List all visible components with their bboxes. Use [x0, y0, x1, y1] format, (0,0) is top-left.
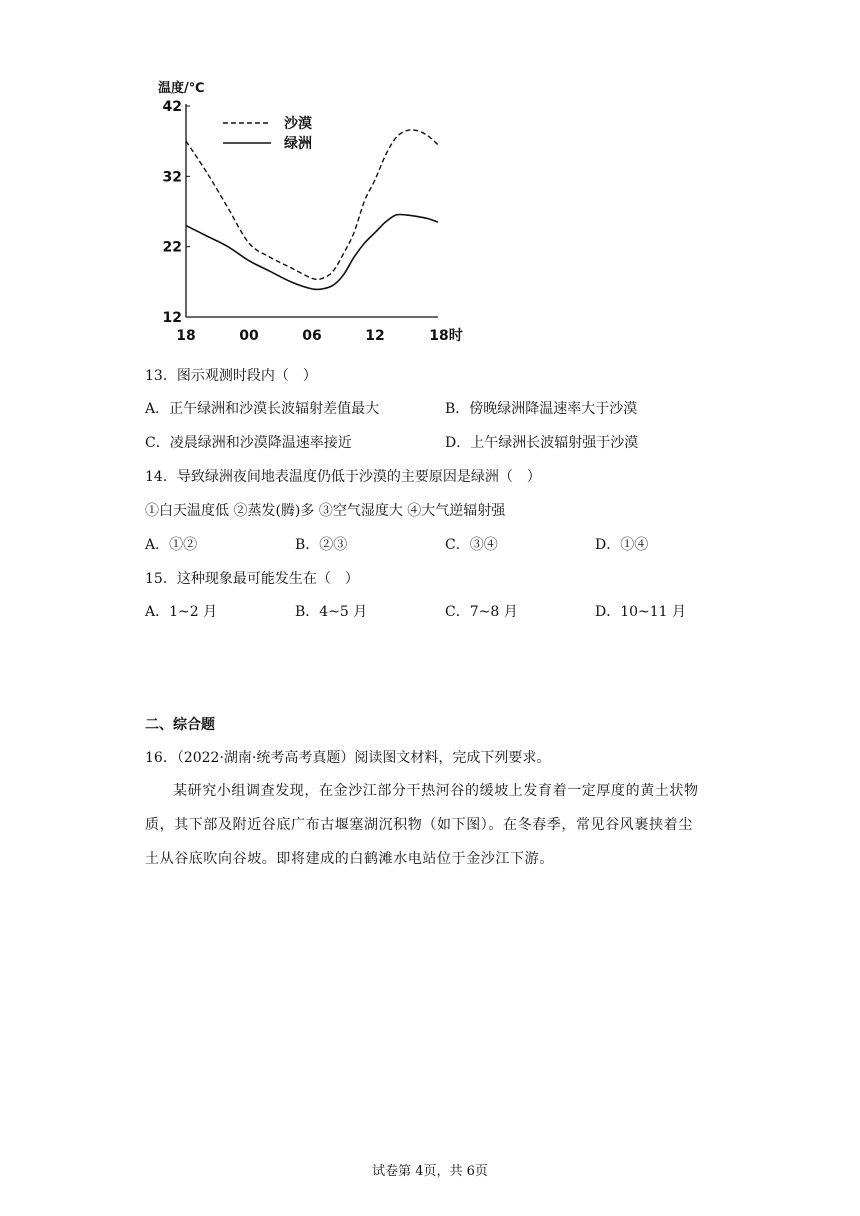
q13-option-c[interactable]: C．凌晨绿洲和沙漠降温速率接近: [145, 435, 352, 451]
temperature-line-chart: [150, 72, 480, 357]
x-tick-label: 00: [239, 328, 259, 344]
q13-option-b[interactable]: B．傍晚绿洲降温速率大于沙漠: [445, 401, 638, 417]
material-line-3: 土从谷底吹向谷坡。即将建成的白鹤滩水电站位于金沙江下游。: [145, 851, 554, 867]
x-tick-labels: [176, 328, 462, 344]
q15-option-d[interactable]: D．10~11 月: [595, 604, 687, 620]
temperature-chart: [150, 72, 480, 357]
x-tick-label: 18: [176, 328, 196, 344]
x-tick-label: 18时: [429, 328, 463, 344]
y-axis-label: 温度/℃: [158, 81, 205, 96]
q15-stem: 15．这种现象最可能发生在（ ）: [145, 571, 359, 587]
q13-option-a[interactable]: A．正午绿洲和沙漠长波辐射差值最大: [145, 401, 380, 417]
q14-option-b[interactable]: B．②③: [295, 537, 348, 553]
y-tick-label: 22: [162, 239, 182, 256]
q14-items: ①白天温度低 ②蒸发(腾)多 ③空气湿度大 ④大气逆辐射强: [145, 503, 506, 519]
chart-legend: [223, 115, 312, 152]
series-lines: [186, 130, 438, 290]
section-title: 二、综合题: [145, 717, 215, 733]
material-line-2: 质，其下部及附近谷底广布古堰塞湖沉积物（如下图）。在冬春季，常见谷风裹挟着尘: [145, 817, 693, 833]
q15-option-b[interactable]: B．4~5 月: [295, 604, 368, 620]
x-tick-label: 12: [365, 328, 385, 344]
q14-option-c[interactable]: C．③④: [445, 537, 498, 553]
y-tick-label: 32: [162, 169, 182, 186]
q14-stem: 14．导致绿洲夜间地表温度仍低于沙漠的主要原因是绿洲（ ）: [145, 469, 541, 485]
desert-series-line: [186, 130, 438, 280]
x-tick-label: 06: [302, 328, 322, 344]
q13-stem: 13．图示观测时段内（ ）: [145, 368, 317, 384]
page-footer: 试卷第 4页，共 6页: [372, 1164, 488, 1179]
q14-option-a[interactable]: A．①②: [145, 537, 198, 553]
q14-option-d[interactable]: D．①④: [595, 537, 649, 553]
legend-desert-label: 沙漠: [284, 116, 312, 132]
material-line-1: 某研究小组调查发现，在金沙江部分干热河谷的缓坡上发育着一定厚度的黄土状物: [173, 783, 699, 799]
y-tick-label: 42: [162, 99, 182, 115]
y-tick-label: 12: [162, 310, 182, 326]
q13-option-d[interactable]: D．上午绿洲长波辐射强于沙漠: [445, 435, 639, 451]
q16-stem: 16．（2022·湖南·统考高考真题）阅读图文材料，完成下列要求。: [145, 750, 551, 766]
q15-option-a[interactable]: A．1~2 月: [145, 604, 218, 620]
q15-option-c[interactable]: C．7~8 月: [445, 604, 518, 620]
legend-oasis-label: 绿洲: [284, 136, 312, 152]
